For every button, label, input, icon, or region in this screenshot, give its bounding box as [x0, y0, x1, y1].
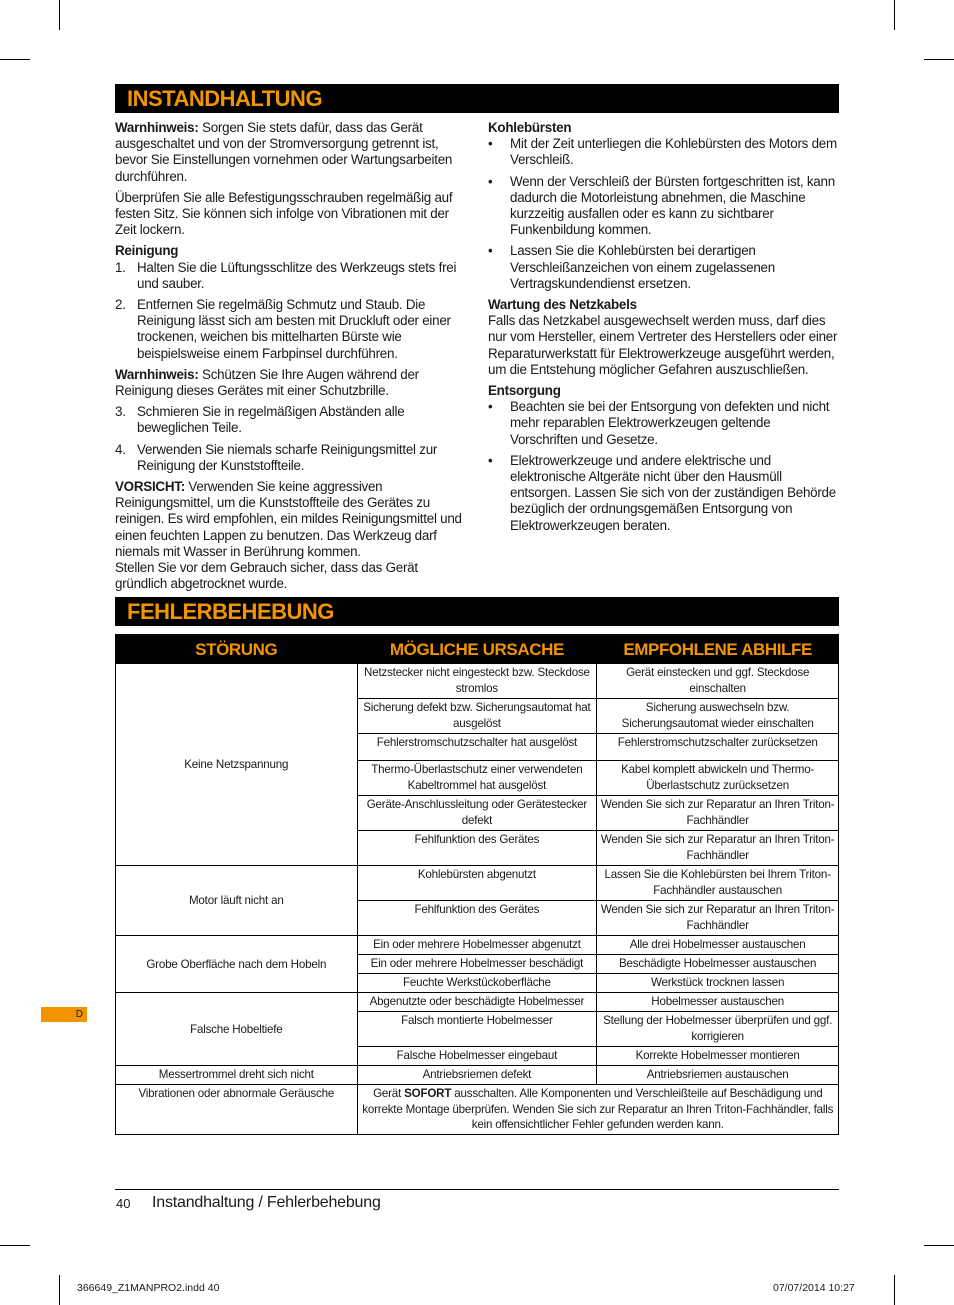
- list-item: [115, 442, 465, 474]
- fault-cell: Grobe Oberfläche nach dem Hobeln: [116, 936, 358, 993]
- list-item: [115, 260, 465, 292]
- step-number: 4.: [115, 441, 126, 457]
- table-row: [116, 993, 839, 1012]
- troubleshooting-title: FEHLERBEHEBUNG: [127, 599, 334, 624]
- warning-text: Sorgen Sie stets dafür, dass das Gerät ausgeschaltet und von der Stromversorgung getrennt ist, bevor Sie Einstellungen vornehmen oder Wartungsarbeiten durchführen.: [115, 120, 453, 184]
- remedy-cell: Alle drei Hobelmesser austauschen: [597, 936, 839, 955]
- remedy-cell: Wenden Sie sich zur Reparatur an Ihren Triton-Fachhändler: [597, 831, 839, 866]
- table-row: [116, 1066, 839, 1085]
- list-item: [488, 453, 840, 534]
- language-tab-label: D: [75, 1009, 83, 1020]
- crop-mark: [924, 59, 954, 60]
- step-text: Halten Sie die Lüftungsschlitze des Werkzeugs stets frei und sauber.: [137, 259, 457, 291]
- disposal-heading: Entsorgung: [488, 383, 561, 399]
- table-row: [116, 664, 839, 699]
- remedy-cell: Sicherung auswechseln bzw. Sicherungsautomat wieder einschalten: [597, 699, 839, 734]
- vibration-text: Gerät: [373, 1087, 405, 1100]
- troubleshooting-header-bar: [115, 597, 839, 626]
- slug-date: 07/07/2014 10:27: [773, 1282, 855, 1294]
- cable-paragraph: Falls das Netzkabel ausgewechselt werden muss, darf dies nur vom Hersteller, einem Vertreter des Herstellers oder einer Reparaturwerkstatt für Elektrowerkzeuge ausgeführt werden, um die Entstehung möglicher Gefahren auszuschließen.: [488, 313, 838, 377]
- list-item: [488, 243, 840, 292]
- caution-text: Verwenden Sie keine aggressiven Reinigungsmittel, um die Kunststoffteile des Gerätes zu reinigen. Es wird empfohlen, ein mildes Reinigungsmittel und einen feuchten Lappen zu benutzen. Das Werkzeug darf niemals mit Wasser in Berührung kommen.: [115, 479, 462, 559]
- troubleshooting-table: [115, 634, 839, 1135]
- cause-cell: Feuchte Werkstückoberfläche: [357, 974, 597, 993]
- bullet: •: [488, 173, 493, 189]
- table-row: [116, 866, 839, 901]
- list-item: [488, 174, 840, 239]
- crop-mark: [59, 1275, 60, 1305]
- fault-cell: Motor läuft nicht an: [116, 866, 358, 936]
- cause-cell: Netzstecker nicht eingesteckt bzw. Steckdose stromlos: [357, 664, 597, 699]
- remedy-cell: Wenden Sie sich zur Reparatur an Ihren Triton-Fachhändler: [597, 901, 839, 936]
- cleaning-heading: Reinigung: [115, 243, 179, 259]
- table-header-row: [116, 635, 839, 664]
- step-number: 3.: [115, 404, 126, 420]
- crop-mark: [924, 1245, 954, 1246]
- page-number: 40: [116, 1196, 131, 1211]
- list-item-text: Lassen Sie die Kohlebürsten bei derartigen Verschleißanzeichen von einem zugelassenen Vertragskundendienst ersetzen.: [510, 243, 775, 291]
- remedy-cell: Werkstück trocknen lassen: [597, 974, 839, 993]
- crop-mark: [894, 0, 895, 30]
- cause-cell: Fehlfunktion des Gerätes: [357, 901, 597, 936]
- vibration-text: ausschalten. Alle Komponenten und Verschleißteile auf Beschädigung und korrekte Montage überprüfen. Wenden Sie sich zur Reparatur an Ihren Triton-Fachhändler, falls kein offensichtlicher Fehler gefunden werden kann.: [362, 1087, 834, 1132]
- eye-warning-paragraph: [115, 367, 465, 399]
- cause-cell: Falsche Hobelmesser eingebaut: [357, 1047, 597, 1066]
- remedy-cell: Kabel komplett abwickeln und Thermo-Überlastschutz zurücksetzen: [597, 761, 839, 796]
- column-header-fault: STÖRUNG: [116, 635, 358, 664]
- list-item: [115, 297, 465, 362]
- fault-cell: Messertrommel dreht sich nicht: [116, 1066, 358, 1085]
- remedy-cell: Hobelmesser austauschen: [597, 993, 839, 1012]
- disposal-list: [488, 399, 840, 534]
- crop-mark: [0, 59, 30, 60]
- warning-label: Warnhinweis:: [115, 366, 199, 382]
- remedy-cell: Gerät einstecken und ggf. Steckdose einschalten: [597, 664, 839, 699]
- cause-cell: Ein oder mehrere Hobelmesser abgenutzt: [357, 936, 597, 955]
- language-tab: [41, 1007, 87, 1022]
- caution-label: VORSICHT:: [115, 479, 185, 495]
- column-header-cause: MÖGLICHE URSACHE: [357, 635, 597, 664]
- remedy-cell: Korrekte Hobelmesser montieren: [597, 1047, 839, 1066]
- cause-cell: Antriebsriemen defekt: [357, 1066, 597, 1085]
- list-item: [488, 136, 840, 168]
- warning-label: Warnhinweis:: [115, 120, 199, 135]
- brushes-list: [488, 136, 840, 292]
- caution-paragraph: [115, 479, 465, 560]
- cause-cell: Fehlerstromschutzschalter hat ausgelöst: [357, 734, 597, 761]
- list-item-text: Elektrowerkzeuge und andere elektrische und elektronische Altgeräte nicht über den Hausmüll entsorgen. Lassen Sie sich von der zuständigen Behörde bezüglich der ordnungsgemäßen Entsorgung von Elektrowerkzeugen beraten.: [510, 452, 836, 533]
- warning-paragraph: [115, 120, 465, 185]
- table-row: [116, 1085, 839, 1135]
- step-text: Entfernen Sie regelmäßig Schmutz und Staub. Die Reinigung lässt sich am besten mit Druckluft oder einer trockenen, weichen bis mittelharten Bürste wie beispielsweise einem Farbpinsel durchführen.: [137, 297, 451, 361]
- bullet: •: [488, 136, 493, 152]
- cleaning-steps-continued: [115, 404, 465, 474]
- cause-cell: Kohlebürsten abgenutzt: [357, 866, 597, 901]
- slug-file: 366649_Z1MANPRO2.indd 40: [77, 1282, 220, 1294]
- table-row: [116, 936, 839, 955]
- list-item-text: Wenn der Verschleiß der Bürsten fortgeschritten ist, kann dadurch die Motorleistung abnehmen, die Maschine kurzzeitig ausfallen oder es kann zu sichtbarer Funkenbildung kommen.: [510, 173, 835, 238]
- bullet: •: [488, 399, 493, 415]
- step-text: Verwenden Sie niemals scharfe Reinigungsmittel zur Reinigung der Kunststoffteile.: [137, 441, 438, 473]
- page-title: Instandhaltung / Fehlerbehebung: [152, 1194, 381, 1211]
- maintenance-title: INSTANDHALTUNG: [127, 86, 323, 111]
- maintenance-header-bar: [115, 84, 839, 113]
- remedy-cell: Fehlerstromschutzschalter zurücksetzen: [597, 734, 839, 761]
- vibration-remedy-cell: [357, 1085, 838, 1135]
- fault-cell: Falsche Hobeltiefe: [116, 993, 358, 1066]
- fault-cell: Vibrationen oder abnormale Geräusche: [116, 1085, 358, 1135]
- step-text: Schmieren Sie in regelmäßigen Abständen alle beweglichen Teile.: [137, 404, 405, 436]
- cause-cell: Sicherung defekt bzw. Sicherungsautomat hat ausgelöst: [357, 699, 597, 734]
- remedy-cell: Beschädigte Hobelmesser austauschen: [597, 955, 839, 974]
- bullet: •: [488, 452, 493, 468]
- cleaning-steps: [115, 260, 465, 362]
- maintenance-right-column: [488, 120, 840, 539]
- crop-mark: [894, 1275, 895, 1305]
- brushes-heading: Kohlebürsten: [488, 120, 572, 135]
- column-header-remedy: EMPFOHLENE ABHILFE: [597, 635, 839, 664]
- maintenance-left-column: [115, 120, 465, 597]
- remedy-cell: Lassen Sie die Kohlebürsten bei Ihrem Triton-Fachhändler austauschen: [597, 866, 839, 901]
- list-item-text: Mit der Zeit unterliegen die Kohlebürsten des Motors dem Verschleiß.: [510, 136, 837, 168]
- footer-divider: [115, 1189, 839, 1190]
- bullet: •: [488, 243, 493, 259]
- fault-cell: Keine Netzspannung: [116, 664, 358, 866]
- cause-cell: Ein oder mehrere Hobelmesser beschädigt: [357, 955, 597, 974]
- warning-text: Schützen Sie Ihre Augen während der Reinigung dieses Gerätes mit einer Schutzbrille.: [115, 366, 419, 399]
- check-screws-paragraph: Überprüfen Sie alle Befestigungsschrauben regelmäßig auf festen Sitz. Sie können sich infolge von Vibrationen mit der Zeit lockern.: [115, 189, 453, 238]
- cause-cell: Thermo-Überlastschutz einer verwendeten Kabeltrommel hat ausgelöst: [357, 761, 597, 796]
- caution-dry-paragraph: Stellen Sie vor dem Gebrauch sicher, dass das Gerät gründlich abgetrocknet wurde.: [115, 560, 418, 592]
- cause-cell: Falsch montierte Hobelmesser: [357, 1012, 597, 1047]
- list-item: [488, 399, 840, 448]
- cause-cell: Abgenutzte oder beschädigte Hobelmesser: [357, 993, 597, 1012]
- remedy-cell: Antriebsriemen austauschen: [597, 1066, 839, 1085]
- crop-mark: [0, 1245, 30, 1246]
- cause-cell: Fehlfunktion des Gerätes: [357, 831, 597, 866]
- list-item-text: Beachten sie bei der Entsorgung von defekten und nicht mehr reparablen Elektrowerkzeugen geltende Vorschriften und Gesetze.: [510, 399, 830, 447]
- step-number: 2.: [115, 297, 126, 313]
- vibration-emphasis: SOFORT: [404, 1087, 452, 1100]
- step-number: 1.: [115, 259, 126, 275]
- remedy-cell: Stellung der Hobelmesser überprüfen und ggf. korrigieren: [597, 1012, 839, 1047]
- remedy-cell: Wenden Sie sich zur Reparatur an Ihren Triton-Fachhändler: [597, 796, 839, 831]
- list-item: [115, 404, 465, 436]
- cause-cell: Geräte-Anschlussleitung oder Gerätestecker defekt: [357, 796, 597, 831]
- cable-heading: Wartung des Netzkabels: [488, 297, 637, 313]
- crop-mark: [59, 0, 60, 30]
